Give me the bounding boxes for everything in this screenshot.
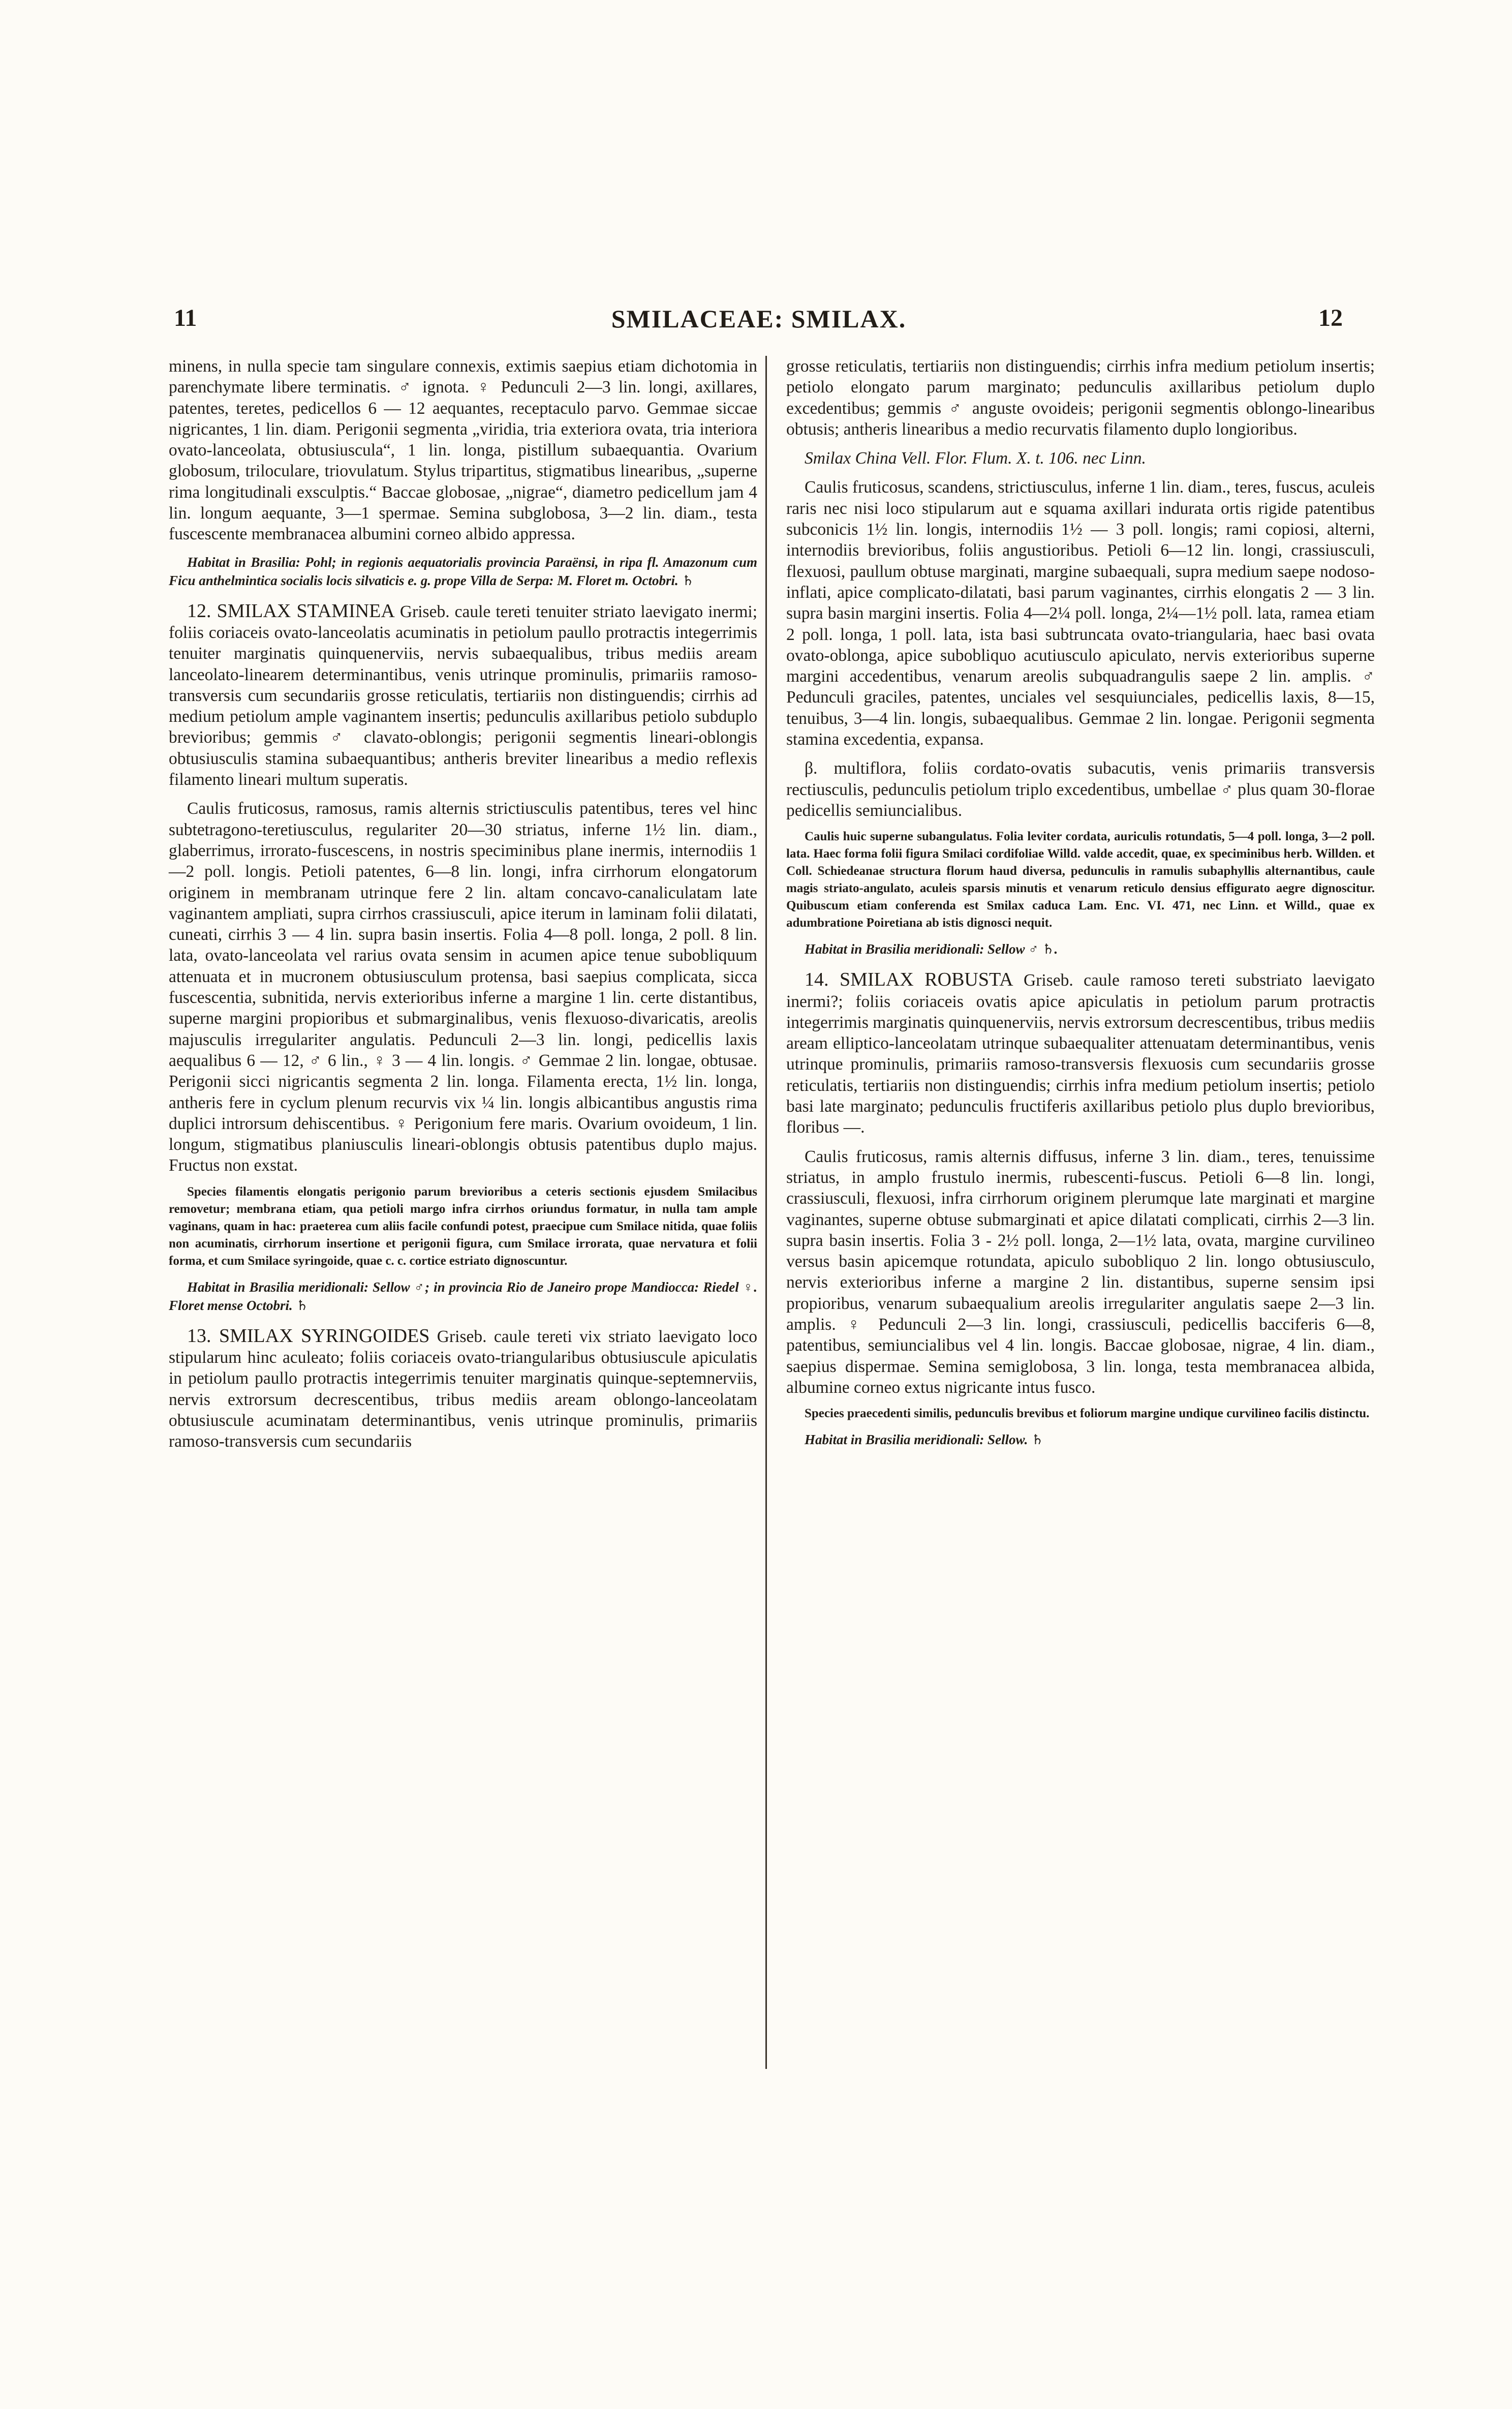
paragraph: minens, in nulla specie tam singulare connexis, extimis saepius etiam dichotomia in parenchymate libere terminatis. ♂ ignota. ♀ Pedunculi 2—3 lin. longi, axillares, patentes, teretes, pedicellos 6 — 12 aequantes, receptaculo parvo. Gemmae siccae nigricantes, 1 lin. diam. Perigonii segmenta „viridia, tria exteriora ovata, tria interiora ovato-lanceolata, obtusiuscula“, 1 lin. longa, pistillum subaequantia. Ovarium globosum, triloculare, triovulatum. Stylus tripartitus, stigmatibus linearibus, „superne rima longitudinali exsculptis.“ Baccae globosae, „nigrae“, diametro pedicellum jam 4 lin. longum aequante, 3—1 spermae. Semina subglobosa, 3—2 lin. diam., testa fuscescente membranacea albumini corneo albido appressa. (169, 357, 757, 544)
species-13-variety-beta: β. multiflora, foliis cordato-ovatis subacutis, venis primariis transversis rectiusculis, pedunculis petiolum triplo excedentibus, umbellae ♂ plus quam 30-florae pedicellis semiuncialibus. (786, 759, 1375, 820)
species-13-note: Caulis huic superne subangulatus. Folia leviter cordata, auriculis rotundatis, 5—4 poll. longa, 3—2 poll. lata. Haec forma folii figura Smilaci cordifoliae Willd. valde accedit, quae, ex speciminibus herb. Willden. et Coll. Schiedeanae structura florum haud diversa, pedunculis in ramulis subaphyllis alternantibus, caule magis striato-angulato, aculeis sparsis minutis et venarum reticulo densius effigurato aegre dignoscitur. Quibuscum etiam conferenda est Smilax caduca Lam. Enc. VI. 471, nec Linn. et Willd., quae ex adumbratione Poiretiana ab istis dignosci nequit. (786, 830, 1375, 930)
species-14-author: Griseb. (1024, 971, 1073, 990)
right-page-number: 12 (1318, 304, 1343, 331)
species-12-note: Species filamentis elongatis perigonio parum brevioribus a ceteris sectionis ejusdem Smilacibus removetur; membrana etiam, qua petioli margo infra cirrhos oriundus formatur, in nulla tam ample vaginans, quam in hac: praeterea cum aliis facile confundi potest, praecipue cum Smilace nitida, quae foliis non acuminatis, cirrhorum insertione et perigonii figura, cum Smilace irrorata, quae nervatura et folii forma, et cum Smilace syringoide, quae c. c. cortice estriato dignoscuntur. (169, 1184, 757, 1268)
left-page-number: 11 (174, 304, 197, 331)
species-14-title: 14. SMILAX ROBUSTA (805, 969, 1013, 991)
species-12-title: 12. SMILAX STAMINEA (187, 600, 395, 622)
species-14-entry (786, 969, 1375, 1138)
species-12-entry (169, 601, 757, 790)
species-14-diagnosis: caule ramoso tereti substriato laevigato inermi?; foliis coriaceis ovatis apice apiculatis in petiolum parum protractis integerrimis marginatis quinquenerviis, nervis extrorsum decrescentibus, tribus mediis aream elliptico-lanceolatam utrinque subaequaliter attenuatam determinantibus, venis utrinque prominulis, primariis ramoso-transversis flexuosis cum secundariis grosse reticulatis, tertiariis non distinguendis; cirrhis infra medium petiolum insertis; petiolo basi late marginato; pedunculis fructiferis axillaribus petiolo plus duplo brevioribus, floribus —. (786, 971, 1375, 1137)
species-13-author: Griseb. (437, 1327, 487, 1346)
species-12-diagnosis: caule tereti tenuiter striato laevigato inermi; foliis coriaceis ovato-lanceolatis acuminatis in petiolum paullo protractis integerrimis tenuiter marginatis quinquenerviis, nervis subaequalibus, tribus mediis aream lanceolato-linearem determinantibus, venis utrinque prominulis, primariis ramoso-transversis cum secundariis grosse reticulatis, tertiariis non distinguendis; cirrhis ad medium petiolum ample vaginantem insertis; pedunculis axillaribus petiolo subduplo brevioribus; gemmis ♂ clavato-oblongis; perigonii segmentis lineari-oblongis obtusiusculis stamina subaequantibus; antheris breviter linearibus a medio reflexis filamento lineari multum superatis. (169, 602, 757, 789)
species-14-note: Species praecedenti similis, pedunculis brevibus et foliorum margine undique curvilineo facilis distinctu. (805, 1407, 1370, 1421)
left-column (169, 356, 757, 1452)
species-13-habitat: Habitat in Brasilia meridionali: Sellow ♂ ♄. (805, 941, 1058, 957)
page-header (168, 304, 1350, 345)
species-13-synonym: Smilax China Vell. Flor. Flum. X. t. 106. nec Linn. (805, 449, 1146, 468)
species-13-description: Caulis fruticosus, scandens, strictiusculus, inferne 1 lin. diam., teres, fuscus, aculeis raris nec nisi loco stipularum aut e squama axillari indurata ortis rigide patentibus subconicis 1½ lin. longis, internodiis 1½ — 3 poll. longis; rami copiosi, alterni, internodiis brevioribus, foliis angustioribus. Petioli 6—12 lin. longi, crassiusculi, flexuosi, paullum obtuse marginati, margine subaequali, supra medium saepe nodoso-inflati, apice complicato-dilatati, basi parum vaginantes, cirrhis elongatis 2 — 3 lin. supra basin margini insertis. Folia 4—2¼ poll. longa, 2¼—1½ poll. lata, ramea etiam 2 poll. longa, 1 poll. lata, ista basi subtruncata ovato-triangularia, haec basi ovata ovato-oblonga, apice subobliquo acutiusculo apiculato, nervis exterioribus superne margini accedentibus, venarum areolis subquadrangulis saepe 2 lin. amplis. ♂ Pedunculi graciles, patentes, unciales vel sesquiunciales, pedicellis laxis, 8—15, tenuibus, 3—4 lin. longis, subaequalibus. Gemmae 2 lin. longae. Perigonii segmenta stamina excedentia, expansa. (786, 478, 1375, 749)
running-title: SMILACEAE: SMILAX. (611, 304, 907, 333)
right-column (786, 356, 1375, 1449)
species-13-title: 13. SMILAX SYRINGOIDES (187, 1325, 430, 1347)
column-divider (765, 356, 767, 2069)
species-13-entry (169, 1326, 757, 1452)
species-14-habitat: Habitat in Brasilia meridionali: Sellow. ♄ (805, 1432, 1044, 1448)
species-13-diagnosis-continued: grosse reticulatis, tertiariis non distinguendis; cirrhis infra medium petiolum insertis; petiolo elongato parum marginato; pedunculis axillaribus petiolum duplo excedentibus; gemmis ♂ anguste ovoideis; perigonii segmentis oblongo-linearibus obtusis; antheris linearibus a medio recurvatis filamento duplo longioribus. (786, 357, 1375, 439)
species-14-description: Caulis fruticosus, ramis alternis diffusus, inferne 3 lin. diam., teres, tenuissime striatus, in amplo frustulo inermis, rubescenti-fuscus. Petioli 6—8 lin. longi, crassiusculi, flexuosi, infra cirrhorum originem plerumque late marginati et margine vaginantes, superne obtuse submarginati et apice dilatati complicati, cirrhis 2—3 lin. supra basin insertis. Folia 3 - 2½ poll. longa, 2—1½ lata, ovata, margine curvilineo versus basin apicemque rotundata, apiculo subobliquo 2 lin. longo obtusiusculo, nervis exterioribus inferne a margine 2 lin. distantibus, superne sensim ipsi propioribus, venarum subaequalium areolis irregulariter angulatis saepe 2—3 lin. amplis. ♀ Pedunculi 2—3 lin. longi, crassiusculi, pedicellis bacciferis 6—8, patentibus, semiuncialibus vel 4 lin. longis. Baccae globosae, nigrae, 4 lin. diam., saepius dispermae. Semina semiglobosa, 3 lin. longa, testa membranacea albida, albumine corneo extus nigricante intus fusco. (786, 1147, 1375, 1397)
species-13-diagnosis: caule tereti vix striato laevigato loco stipularum hinc aculeato; foliis coriaceis ovato-triangularibus obtusiuscule apiculatis in petiolum paullo protractis integerrimis tenuiter marginatis quinque-septemnerviis, nervis extrorsum decrescentibus, tribus mediis aream oblongo-lanceolatam obtusiuscule acuminatam determinantibus, venis utrinque prominulis, primariis ramoso-transversis cum secundariis (169, 1327, 757, 1451)
species-12-habitat: Habitat in Brasilia meridionali: Sellow ♂; in provincia Rio de Janeiro prope Mandiocca: Riedel ♀. Floret mense Octobri. ♄ (169, 1279, 757, 1313)
species-12-description: Caulis fruticosus, ramosus, ramis alternis strictiusculis patentibus, teres vel hinc subtetragono-teretiusculus, regulariter 20—30 striatus, inferne 1½ lin. diam., glaberrimus, irrorato-fuscescens, in nostris speciminibus plane inermis, internodiis 1—2 poll. longis. Petioli patentes, 6—8 lin. longi, infra cirrhorum elongatorum originem in membranam utrinque fere 2 lin. altam concavo-canaliculatam late vaginantem ampliati, supra cirrhos crassiusculi, apice iterum in laminam folii dilatati, cuneati, cirrhis 3 — 4 lin. supra basin insertis. Folia 4—8 poll. longa, 2 poll. 8 lin. lata, ovato-lanceolata vel rarius ovata sensim in acumen apice tenue subobliquum attenuata et in mucronem obtusiusculum protensa, basi saepius complicata, sicca fuscescentia, subnitida, nervis exterioribus inferne a margine 1 lin. certe distantibus, superne margini propioribus et submarginalibus, venis flexuoso-divaricatis, areolis majusculis irregulariter angulatis. Pedunculi 2—3 lin. longi, pedicellis laxis aequalibus 6 — 12, ♂ 6 lin., ♀ 3 — 4 lin. longis. ♂ Gemmae 2 lin. longae, obtusae. Perigonii sicci nigricantis segmenta 2 lin. longa. Filamenta erecta, 1½ lin. longa, antheris fere in cyclum plenum recurvis vix ¼ lin. longis albicantibus angustis rima duplici introrsum dehiscentibus. ♀ Perigonium fere maris. Ovarium ovoideum, 1 lin. longum, stigmatibus planiusculis lineari-oblongis obtusis patentibus duplo majus. Fructus non exstat. (169, 799, 757, 1175)
habitat-note: Habitat in Brasilia: Pohl; in regionis aequatorialis provincia Paraënsi, in ripa fl. Amazonum cum Ficu anthelmintica socialis locis silvaticis e. g. prope Villa de Serpa: M. Floret m. Octobri. ♄ (169, 554, 757, 588)
species-12-author: Griseb. (399, 602, 450, 621)
